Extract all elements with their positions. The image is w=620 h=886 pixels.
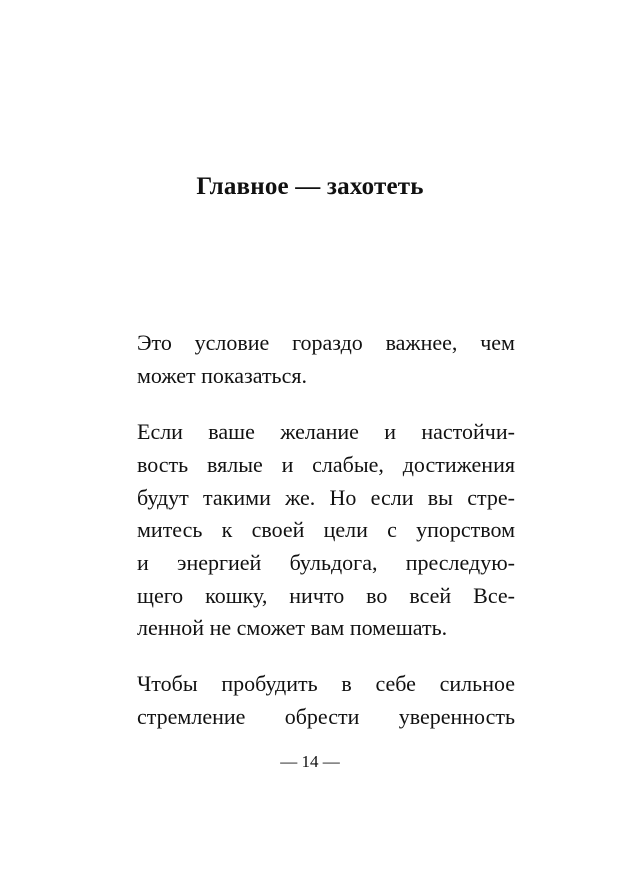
page-number: — 14 — [280, 752, 340, 771]
text-line: будут такими же. Но если вы стре- [137, 485, 515, 510]
chapter-title: Главное — захотеть [196, 172, 424, 200]
text-line: и энергией бульдога, преследую- [137, 550, 515, 575]
text-line: Чтобы пробудить в себе сильное [137, 671, 515, 696]
text-line: вость вялые и слабые, достижения [137, 452, 515, 477]
text-line: Это условие гораздо важнее, чем [137, 330, 515, 355]
text-line: Если ваше желание и настойчи- [137, 419, 515, 444]
text-line: стремление обрести уверенность [137, 704, 515, 729]
text-line: щего кошку, ничто во всей Все- [137, 583, 515, 608]
text-line: митесь к своей цели с упорством [137, 517, 515, 542]
text-line: может показаться. [137, 363, 307, 388]
text-line: ленной не сможет вам помешать. [137, 615, 448, 640]
